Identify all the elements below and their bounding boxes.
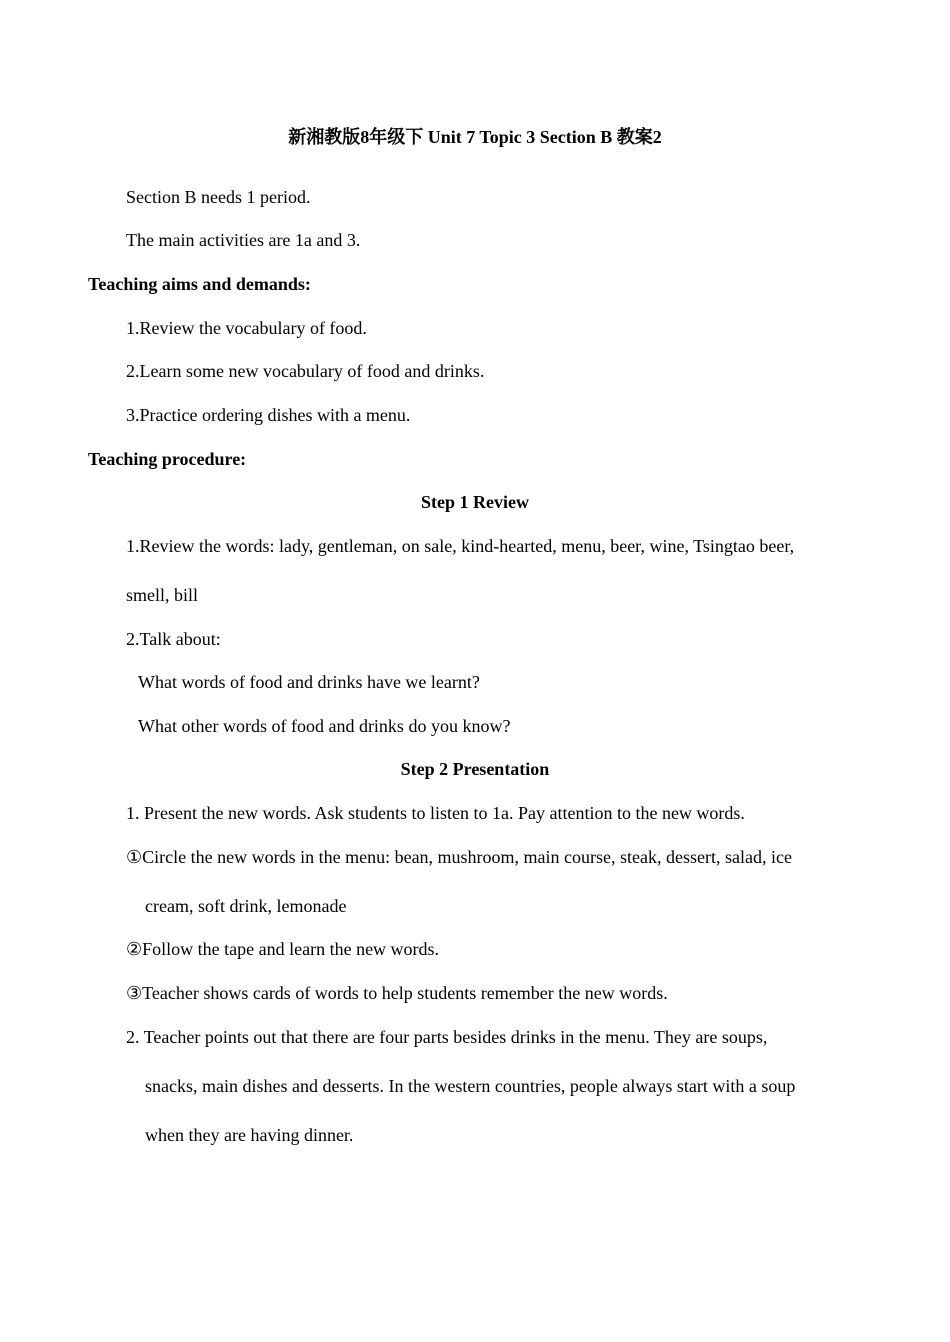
step2-item1: 1. Present the new words. Ask students to listen to 1a. Pay attention to the new words. bbox=[126, 803, 745, 823]
step1-question-2: What other words of food and drinks do you know? bbox=[138, 716, 511, 736]
step2-sub2: ②Follow the tape and learn the new words. bbox=[126, 939, 440, 959]
step1-item2: 2.Talk about: bbox=[126, 629, 221, 649]
step1-title: Step 1 Review bbox=[421, 492, 529, 512]
aims-item: 3.Practice ordering dishes with a menu. bbox=[126, 405, 411, 425]
step2-item2-line3: when they are having dinner. bbox=[145, 1125, 354, 1145]
step2-item2-line2: snacks, main dishes and desserts. In the western countries, people always start with a soup bbox=[145, 1076, 796, 1096]
procedure-heading: Teaching procedure: bbox=[88, 449, 247, 469]
step2-title: Step 2 Presentation bbox=[400, 759, 550, 779]
step2-sub3: ③Teacher shows cards of words to help students remember the new words. bbox=[126, 983, 668, 1003]
step2-sub1-line1: ①Circle the new words in the menu: bean, mushroom, main course, steak, dessert, salad, ice bbox=[126, 847, 792, 867]
intro-line-activities: The main activities are 1a and 3. bbox=[126, 230, 361, 250]
step1-question-1: What words of food and drinks have we learnt? bbox=[138, 672, 480, 692]
aims-item: 2.Learn some new vocabulary of food and drinks. bbox=[126, 361, 485, 381]
step1-item1-line2: smell, bill bbox=[126, 585, 198, 605]
step1-item1-line1: 1.Review the words: lady, gentleman, on sale, kind-hearted, menu, beer, wine, Tsingtao beer, bbox=[126, 536, 795, 556]
document-title: 新湘教版8年级下 Unit 7 Topic 3 Section B 教案2 bbox=[288, 127, 662, 147]
aims-heading: Teaching aims and demands: bbox=[88, 274, 311, 294]
aims-item: 1.Review the vocabulary of food. bbox=[126, 318, 367, 338]
step2-item2-line1: 2. Teacher points out that there are four parts besides drinks in the menu. They are soups, bbox=[126, 1027, 768, 1047]
intro-line-period: Section B needs 1 period. bbox=[126, 187, 311, 207]
step2-sub1-line2: cream, soft drink, lemonade bbox=[145, 896, 347, 916]
